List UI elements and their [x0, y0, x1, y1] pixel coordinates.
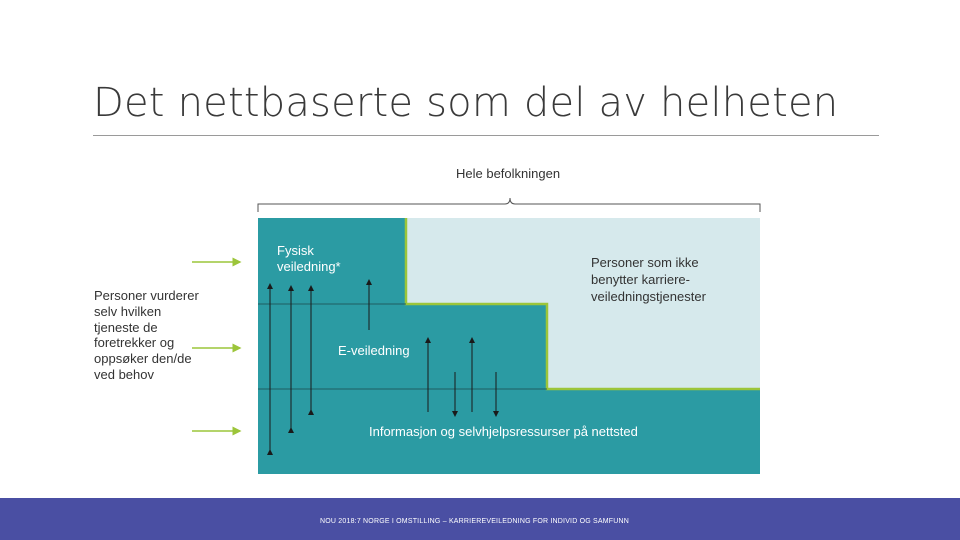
physical-guidance-label-2: veiledning* — [277, 259, 341, 274]
information-label: Informasjon og selvhjelpsressurser på nettsted — [369, 424, 638, 439]
e-guidance-label: E-veiledning — [338, 343, 410, 358]
side-description: Personer vurderer selv hvilken tjeneste de foretrekker og oppsøker den/de ved behov — [94, 288, 199, 382]
footer-text: NOU 2018:7 NORGE I OMSTILLING – KARRIEREVEILEDNING FOR INDIVID OG SAMFUNN — [320, 518, 630, 525]
non-users-label-2: benytter karriere- — [591, 272, 690, 287]
population-label: Hele befolkningen — [456, 166, 561, 181]
non-users-label-1: Personer som ikke — [591, 255, 699, 270]
slide-title: Det nettbaserte som del av helheten — [93, 80, 839, 126]
physical-guidance-label-1: Fysisk — [277, 243, 314, 258]
population-bracket — [258, 198, 760, 212]
non-users-label-3: veiledningstjenester — [591, 289, 706, 304]
